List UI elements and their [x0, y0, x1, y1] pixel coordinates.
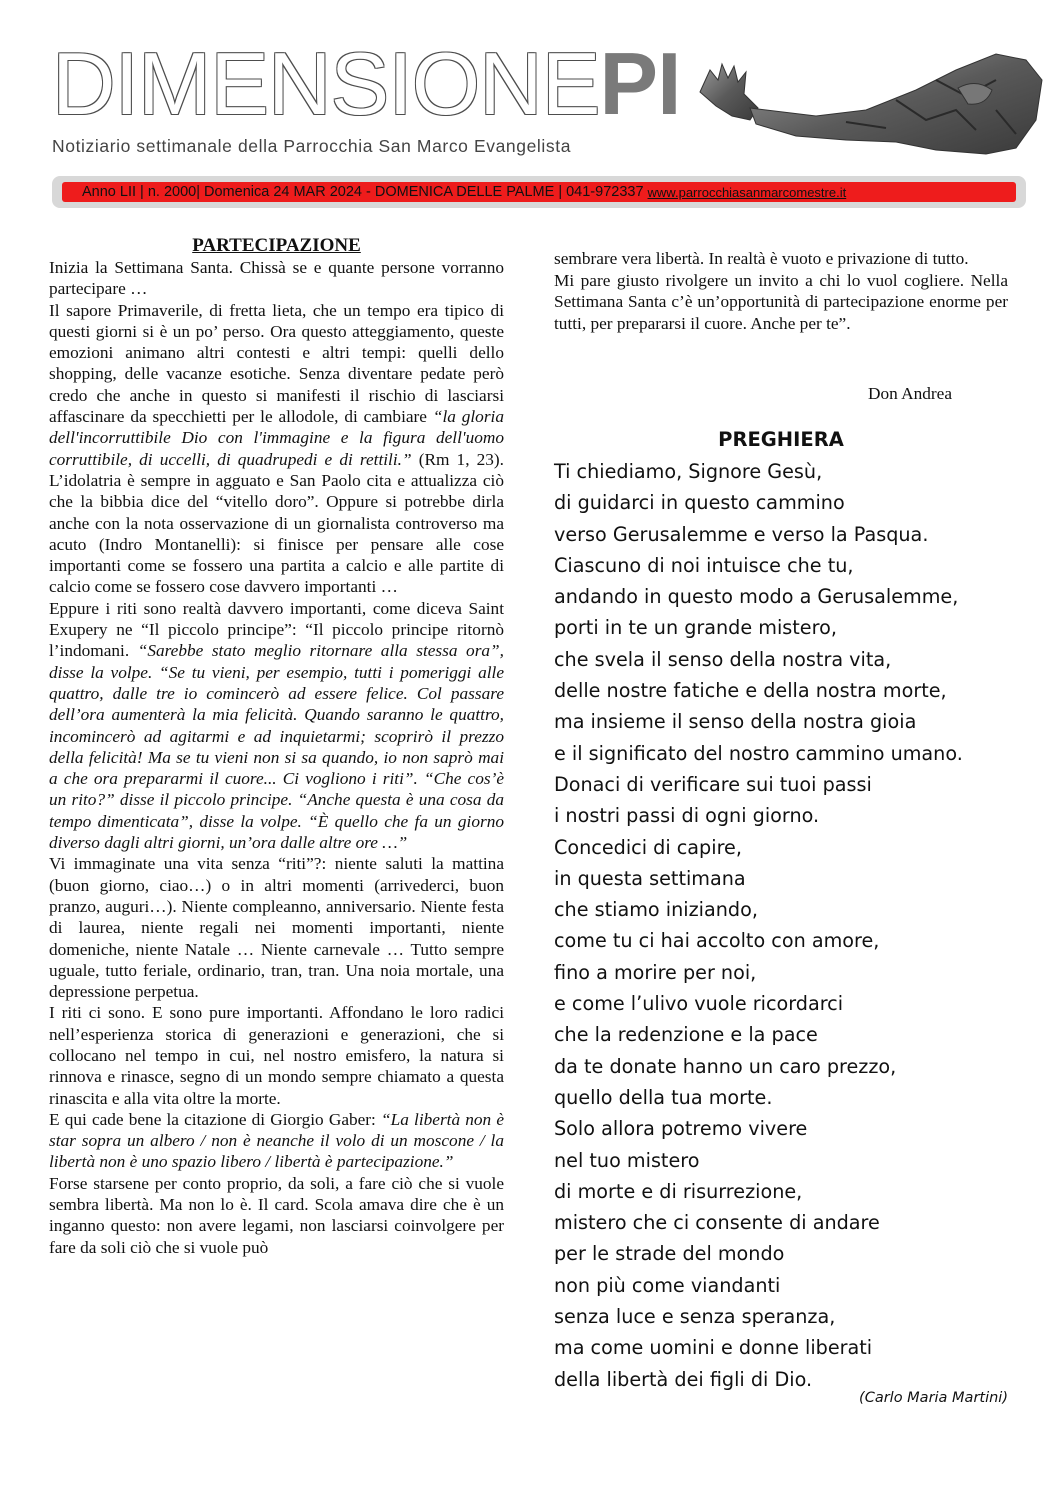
article-paragraph: Mi pare giusto rivolgere un invito a chi lo vuol cogliere. Nella Settimana Santa c’è un’opportunità di partecipazione enorme per tutti, per prepararsi il cuore. Anche per te”.	[554, 270, 1008, 333]
prayer-author: (Carlo Maria Martini)	[859, 1390, 1008, 1406]
text-run: Il sapore Primaverile, di fretta lieta, che un tempo era tipico di questi giorni si è un po’ perso. Ora questo atteggiamento, queste emozioni animano altri contesti e altri tempi: quelli dello shopping, delle vacanze esotiche. Senza diventare pedate però credo che anche in questo si manifesti il rischio di lasciarsi affascinare da specchietti per le allodole, di cambiare	[49, 300, 504, 427]
prayer-line: e il significato del nostro cammino umano.	[554, 741, 963, 765]
prayer-line: ma insieme il senso della nostra gioia	[554, 710, 917, 734]
subtitle: Notiziario settimanale della Parrocchia San Marco Evangelista	[52, 136, 572, 156]
article-paragraph	[49, 1109, 504, 1173]
prayer-line: che stiamo iniziando,	[554, 898, 758, 922]
article-title: PARTECIPAZIONE	[192, 235, 361, 256]
prayer-line: verso Gerusalemme e verso la Pasqua.	[554, 522, 929, 546]
article-paragraph: I riti ci sono. E sono pure importanti. Affondano le loro radici nell’esperienza storica di generazioni e generazioni, che si collocano nel tempo in cui, nel nostro emisfero, la natura si rinnova e rinasce, segno di un mondo sempre chiamato a questa rinascita e alla vita oltre la morte.	[49, 1003, 504, 1108]
quote-run: “la gloria dell'incorruttibile Dio con l'immagine e la figura dell'uomo corruttibile, di uccelli, di quadrupedi e di rettili.”	[49, 407, 504, 469]
prayer-line: da te donate hanno un caro prezzo,	[554, 1054, 897, 1078]
text-run: (Rm 1, 23). L’idolatria è sempre in agguato e San Paolo cita e attualizza ciò che la bibbia dice del “vitello doro”. Oppure si potrebbe dirla anche con la nota osservazione di un giornalista controverso ma acuto (Indro Montanelli): si finisce per pensare alle cose importanti come se fossero una partita a calcio e alle partite di calcio come se fossero cose davvero importanti …	[49, 449, 504, 597]
article-paragraph: Vi immaginate una vita senza “riti”?: niente saluti la mattina (buon giorno, ciao…) o in altri momenti (arrivederci, buon pranzo, auguri…). Niente compleanno, anniversario. Niente festa di laurea, niente regali nei momenti importanti, niente domeniche, niente Natale … Niente carnevale … Tutto sempre uguale, tutto feriale, ordinario, tran, tran. Una noia mortale, una depressione perpetua.	[49, 854, 504, 1002]
prayer-line: fino a morire per noi,	[554, 960, 757, 984]
prayer-line: Solo allora potremo vivere	[554, 1117, 808, 1141]
text-run: Eppure i riti sono realtà davvero importanti, come diceva Saint Exupery ne “Il piccolo principe”: “Il piccolo principe ritornò l’indomani.	[49, 598, 504, 661]
prayer-line: come tu ci hai accolto con amore,	[554, 929, 880, 953]
issue-info: Anno LII | n. 2000| Domenica 24 MAR 2024 - DOMENICA DELLE PALME | 041-972337	[82, 184, 644, 200]
prayer-line: nel tuo mistero	[554, 1148, 700, 1172]
prayer-line: porti in te un grande mistero,	[554, 616, 837, 640]
info-bar-strip	[62, 182, 1016, 202]
prayer-line: Concedici di capire,	[554, 835, 742, 859]
article-paragraph: sembrare vera libertà. In realtà è vuoto e privazione di tutto.	[554, 249, 969, 268]
article-paragraph	[49, 300, 504, 598]
info-bar	[52, 176, 1026, 208]
prayer-line: che svela il senso della nostra vita,	[554, 647, 892, 671]
prayer-line: senza luce e senza speranza,	[554, 1305, 836, 1329]
prayer-line: e come l’ulivo vuole ricordarci	[554, 992, 844, 1016]
prayer-line: per le strade del mondo	[554, 1242, 785, 1266]
article-left-column	[49, 235, 504, 1258]
article-paragraph: Inizia la Settimana Santa. Chissà se e quante persone vorranno partecipare …	[49, 258, 504, 299]
prayer-line: Ti chiediamo, Signore Gesù,	[554, 460, 823, 483]
quote-run: “Sarebbe stato meglio ritornare alla stessa ora”, disse la volpe. “Se tu vieni, per esempio, tutti i pomeriggi alle quattro, dalle tre io comincerò ad essere felice. Col passare dell’ora aumenterà la mia felicità. Quando saranno le quattro, incomincerò ad agitarmi e ad inquietarmi; scoprirò il prezzo della felicità! Ma se tu vieni non si sa quando, io non saprò mai a che ora prepararmi il cuore... Ci vogliono i riti”. “Che cos’è un rito?” disse il piccolo principe. “Anche questa è una cosa da tempo dimenticata”, disse la volpe. “È quello che fa un giorno diverso dagli altri giorni, un’ora dalle altre ore …”	[49, 641, 504, 853]
website-link[interactable]: www.parrocchiasanmarcomestre.it	[647, 184, 847, 200]
prayer-line: non più come viandanti	[554, 1273, 781, 1297]
article-right-column	[554, 248, 1008, 334]
prayer-line: in questa settimana	[554, 866, 746, 890]
brand-bold: PI	[599, 34, 681, 133]
article-paragraph: Forse starsene per conto proprio, da soli, a fare ciò che si vuole sembra libertà. Ma non lo è. Il card. Scola amava dire che è un inganno questo: non avere legami, non lasciarsi coinvolgere per fare da soli ciò che si vuole può	[49, 1173, 504, 1257]
prayer-line: di guidarci in questo cammino	[554, 491, 845, 515]
prayer-line: quello della tua morte.	[554, 1085, 773, 1109]
masthead	[52, 34, 1012, 160]
prayer-line: della libertà dei figli di Dio.	[554, 1367, 813, 1391]
prayer-line: andando in questo modo a Gerusalemme,	[554, 585, 959, 609]
brand-logo	[52, 34, 681, 133]
prayer-line: che la redenzione e la pace	[554, 1023, 818, 1047]
statue-image	[696, 50, 1046, 155]
prayer-text	[554, 456, 1014, 1395]
prayer-line: ma come uomini e donne liberati	[554, 1336, 873, 1360]
prayer-line: delle nostre fatiche e della nostra morte,	[554, 679, 947, 703]
prayer-line: Donaci di verificare sui tuoi passi	[554, 772, 872, 796]
article-signature: Don Andrea	[868, 384, 952, 403]
prayer-line: di morte e di risurrezione,	[554, 1179, 803, 1203]
article-paragraph	[49, 598, 504, 854]
prayer-line: mistero che ci consente di andare	[554, 1211, 880, 1235]
brand-thin: DIMENSIONE	[52, 34, 600, 133]
text-run: E qui cade bene la citazione di Giorgio Gaber:	[49, 1109, 382, 1129]
prayer-title: PREGHIERA	[718, 428, 844, 451]
prayer-line: i nostri passi di ogni giorno.	[554, 804, 820, 828]
prayer-line: Ciascuno di noi intuisce che tu,	[554, 553, 854, 577]
quote-run: “La libertà non è star sopra un albero / non è neanche il volo di un moscone / la libertà non è uno spazio libero / libertà è partecipazione.”	[49, 1109, 505, 1172]
